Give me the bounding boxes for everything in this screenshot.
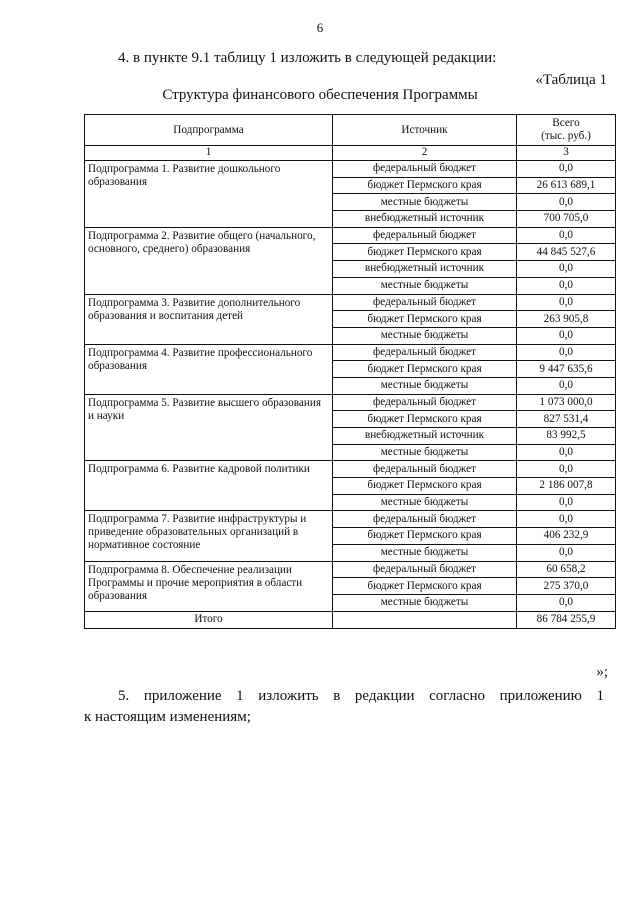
funding-amount: 44 845 527,6 bbox=[517, 244, 616, 261]
funding-amount: 0,0 bbox=[517, 377, 616, 394]
funding-amount: 0,0 bbox=[517, 594, 616, 611]
funding-source: местные бюджеты bbox=[333, 327, 517, 344]
funding-amount: 263 905,8 bbox=[517, 311, 616, 328]
column-number: 2 bbox=[333, 146, 517, 161]
header-total: Всего (тыс. руб.) bbox=[517, 115, 616, 146]
header-subprogram: Подпрограмма bbox=[85, 115, 333, 146]
page-number: 6 bbox=[316, 20, 324, 35]
table-row bbox=[85, 294, 616, 311]
funding-source: федеральный бюджет bbox=[333, 161, 517, 178]
funding-amount: 0,0 bbox=[517, 544, 616, 561]
subprogram-name: Подпрограмма 8. Обеспечение реализации Программы и прочие мероприятия в области образования bbox=[85, 561, 333, 611]
funding-source: федеральный бюджет bbox=[333, 227, 517, 244]
table-row bbox=[85, 561, 616, 578]
paragraph-4: 4. в пункте 9.1 таблицу 1 изложить в следующей редакции: bbox=[118, 50, 497, 66]
funding-source: федеральный бюджет bbox=[333, 511, 517, 528]
funding-source: местные бюджеты bbox=[333, 277, 517, 294]
funding-source: местные бюджеты bbox=[333, 544, 517, 561]
subprogram-name: Подпрограмма 1. Развитие дошкольного образования bbox=[85, 161, 333, 228]
funding-source: бюджет Пермского края bbox=[333, 411, 517, 428]
funding-source: внебюджетный источник bbox=[333, 428, 517, 445]
funding-amount: 0,0 bbox=[517, 161, 616, 178]
column-number: 1 bbox=[85, 146, 333, 161]
total-row bbox=[85, 611, 616, 628]
funding-amount: 275 370,0 bbox=[517, 578, 616, 595]
funding-source: бюджет Пермского края bbox=[333, 578, 517, 595]
funding-source: местные бюджеты bbox=[333, 494, 517, 511]
funding-amount: 60 658,2 bbox=[517, 561, 616, 578]
funding-amount: 0,0 bbox=[517, 261, 616, 278]
table-row bbox=[85, 344, 616, 361]
total-label: Итого bbox=[85, 611, 333, 628]
funding-amount: 0,0 bbox=[517, 511, 616, 528]
funding-amount: 2 186 007,8 bbox=[517, 478, 616, 495]
funding-amount: 0,0 bbox=[517, 294, 616, 311]
funding-source: федеральный бюджет bbox=[333, 394, 517, 411]
funding-amount: 9 447 635,6 bbox=[517, 361, 616, 378]
funding-amount: 827 531,4 bbox=[517, 411, 616, 428]
funding-source: местные бюджеты bbox=[333, 194, 517, 211]
funding-source: федеральный бюджет bbox=[333, 461, 517, 478]
total-empty-cell bbox=[333, 611, 517, 628]
table-reference: «Таблица 1 bbox=[535, 72, 607, 88]
table-row bbox=[85, 227, 616, 244]
table-row bbox=[85, 461, 616, 478]
header-source: Источник bbox=[333, 115, 517, 146]
subprogram-name: Подпрограмма 4. Развитие профессионального образования bbox=[85, 344, 333, 394]
subprogram-name: Подпрограмма 7. Развитие инфраструктуры и приведение образовательных организаций в нормативное состояние bbox=[85, 511, 333, 561]
table-row bbox=[85, 161, 616, 178]
funding-amount: 0,0 bbox=[517, 327, 616, 344]
subprogram-name: Подпрограмма 2. Развитие общего (начального, основного, среднего) образования bbox=[85, 227, 333, 294]
funding-amount: 0,0 bbox=[517, 277, 616, 294]
funding-source: внебюджетный источник bbox=[333, 261, 517, 278]
funding-source: местные бюджеты bbox=[333, 377, 517, 394]
funding-amount: 0,0 bbox=[517, 444, 616, 461]
total-amount: 86 784 255,9 bbox=[517, 611, 616, 628]
closing-quote: »; bbox=[596, 664, 608, 680]
funding-source: местные бюджеты bbox=[333, 594, 517, 611]
funding-amount: 406 232,9 bbox=[517, 528, 616, 545]
funding-source: федеральный бюджет bbox=[333, 294, 517, 311]
funding-source: бюджет Пермского края bbox=[333, 177, 517, 194]
funding-source: бюджет Пермского края bbox=[333, 244, 517, 261]
table-title: Структура финансового обеспечения Программы bbox=[162, 87, 478, 103]
table-row bbox=[85, 394, 616, 411]
funding-amount: 0,0 bbox=[517, 344, 616, 361]
funding-source: бюджет Пермского края bbox=[333, 528, 517, 545]
funding-source: бюджет Пермского края bbox=[333, 478, 517, 495]
table-header-row bbox=[85, 115, 616, 146]
column-number-row bbox=[85, 146, 616, 161]
funding-source: бюджет Пермского края bbox=[333, 361, 517, 378]
column-number: 3 bbox=[517, 146, 616, 161]
paragraph-5-continuation: к настоящим изменениям; bbox=[84, 709, 251, 725]
funding-amount: 1 073 000,0 bbox=[517, 394, 616, 411]
funding-amount: 0,0 bbox=[517, 494, 616, 511]
funding-amount: 0,0 bbox=[517, 194, 616, 211]
table-row bbox=[85, 511, 616, 528]
funding-amount: 700 705,0 bbox=[517, 211, 616, 228]
subprogram-name: Подпрограмма 5. Развитие высшего образования и науки bbox=[85, 394, 333, 461]
funding-amount: 0,0 bbox=[517, 461, 616, 478]
paragraph-5: 5. приложение 1 изложить в редакции согласно приложению 1 bbox=[118, 688, 604, 704]
funding-source: бюджет Пермского края bbox=[333, 311, 517, 328]
funding-source: федеральный бюджет bbox=[333, 344, 517, 361]
funding-source: местные бюджеты bbox=[333, 444, 517, 461]
subprogram-name: Подпрограмма 3. Развитие дополнительного образования и воспитания детей bbox=[85, 294, 333, 344]
funding-amount: 83 992,5 bbox=[517, 428, 616, 445]
funding-amount: 26 613 689,1 bbox=[517, 177, 616, 194]
funding-source: внебюджетный источник bbox=[333, 211, 517, 228]
funding-source: федеральный бюджет bbox=[333, 561, 517, 578]
financing-table bbox=[84, 114, 616, 629]
funding-amount: 0,0 bbox=[517, 227, 616, 244]
subprogram-name: Подпрограмма 6. Развитие кадровой политики bbox=[85, 461, 333, 511]
